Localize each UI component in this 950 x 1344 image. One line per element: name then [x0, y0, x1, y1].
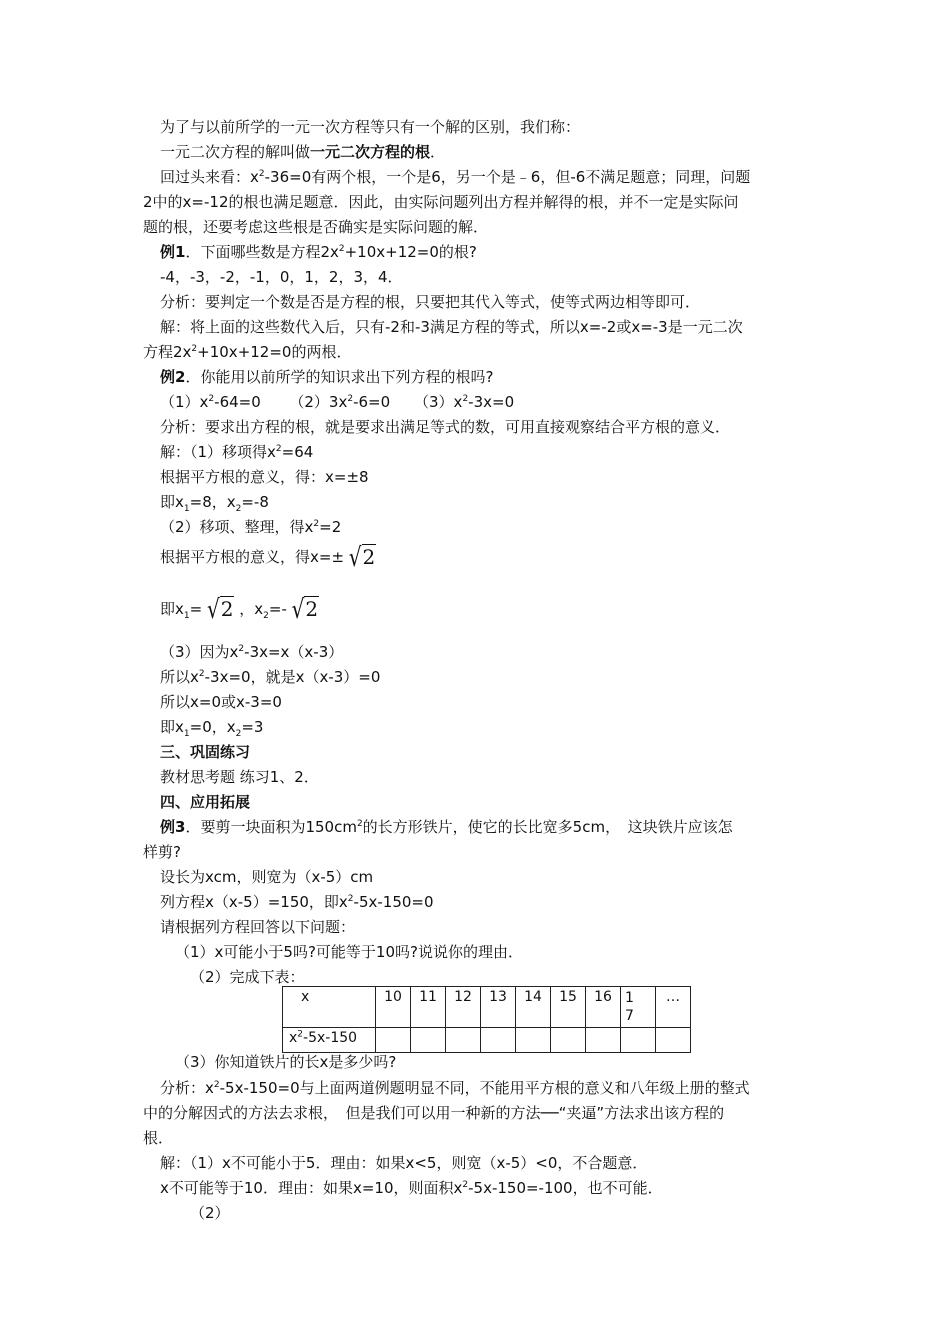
example-3-question-cont: 样剪? [143, 843, 181, 861]
root-definition-term: 一元二次方程的根 [310, 143, 431, 161]
table-cell [621, 1028, 656, 1053]
example-3-prompt: 请根据列方程回答以下问题： [160, 918, 356, 936]
table-col-header: 11 [411, 987, 446, 1028]
example-2-analysis: 分析：要求出方程的根，就是要求出满足等式的数，可用直接观察结合平方根的意义． [160, 418, 731, 436]
values-table [282, 986, 691, 1053]
table-cell [411, 1028, 446, 1053]
example-3-solution-2: x不可能等于10．理由：如果x=10，则面积$x^2-5x-150=-100$，也不可能． [160, 1179, 663, 1197]
example-1-solution-2: 方程$2x^2+10x+12=0$的两根． [143, 343, 352, 361]
table-col-header: 14 [516, 987, 551, 1028]
table-cell [516, 1028, 551, 1053]
intro-line-4: 2中的x=-12的根也满足题意．因此，由实际问题列出方程并解得的根，并不一定是实际问 [143, 193, 739, 211]
example-3-q1: （1）x可能小于5吗?可能等于10吗?说说你的理由． [175, 943, 523, 961]
example-1-numbers: -4，-3，-2，-1，0，1，2，3，4． [160, 268, 403, 286]
example-3-question: 例3．要剪一块面积为$150cm^2$的长方形铁片，使它的长比宽多5cm， 这块铁片应该怎 [160, 818, 733, 836]
sqrt-two: √2 [291, 593, 319, 625]
table-cell [551, 1028, 586, 1053]
intro-line-5: 题的根，还要考虑这些根是否确实是实际问题的解． [143, 218, 489, 236]
example-2-step-5: 根据平方根的意义，得x=± √2 [160, 541, 376, 573]
example-2-step-7: （3）因为$x^2-3x=x(x-3)$ [160, 643, 344, 661]
example-3-solution-1: 解：（1）x不可能小于5．理由：如果x<5，则宽（x-5）<0，不合题意． [160, 1154, 648, 1172]
table-col-header: 16 [586, 987, 621, 1028]
table-cell [656, 1028, 691, 1053]
intro-line-2: 一元二次方程的解叫做一元二次方程的根． [160, 143, 446, 161]
table-col-header: 12 [446, 987, 481, 1028]
section-3-title: 三、巩固练习 [160, 743, 251, 761]
example-1-analysis: 分析：要判定一个数是否是方程的根，只要把其代入等式，使等式两边相等即可． [160, 293, 701, 311]
intro-line-1: 为了与以前所学的一元一次方程等只有一个解的区别，我们称： [160, 118, 581, 136]
example-3-analysis-3: 根． [143, 1129, 174, 1147]
example-3-analysis-1: 分析：$x^2-5x-150=0$与上面两道例题明显不同，不能用平方根的意义和八年级上册的整式 [160, 1079, 750, 1097]
table-row [283, 1028, 691, 1053]
table-header-x: x [283, 987, 376, 1028]
table-col-header: 1 7 [621, 987, 656, 1028]
example-3-analysis-2: 中的分解因式的方法去求根， 但是我们可以用一种新的方法──“夹逼”方法求出该方程的 [143, 1104, 725, 1122]
table-cell [376, 1028, 411, 1053]
table-cell [446, 1028, 481, 1053]
section-4-title: 四、应用拓展 [160, 793, 251, 811]
example-2-step-10: 即$x_1=0$，$x_2=3$ [160, 718, 264, 739]
example-2-step-6: 即$x_1= √2$ ，$x_2=-$ √2 [160, 593, 319, 625]
example-2-step-2: 根据平方根的意义，得：x=±8 [160, 468, 369, 486]
example-2-problems: $(1)x^2-64=0$ $(2)3x^2-6=0$ $(3)x^2-3x=0$ [160, 393, 515, 411]
table-col-header: … [656, 987, 691, 1028]
section-3-body: 教材思考题 练习1、2． [160, 768, 319, 786]
table-cell [481, 1028, 516, 1053]
example-1-solution-1: 解：将上面的这些数代入后，只有-2和-3满足方程的等式，所以x=-2或x=-3是一元二次 [160, 318, 743, 336]
table-col-header: 15 [551, 987, 586, 1028]
example-2-step-3: 即$x_1=8$，$x_2=-8$ [160, 493, 269, 514]
example-2-step-1: 解：（1）移项得$x^2=64$ [160, 443, 314, 461]
example-3-setup: 设长为xcm，则宽为（x-5）cm [160, 868, 374, 886]
table-col-header: 10 [376, 987, 411, 1028]
example-3-q2: （2）完成下表： [190, 968, 305, 986]
table-cell [586, 1028, 621, 1053]
example-3-q3: （3）你知道铁片的长x是多少吗? [175, 1053, 397, 1071]
table-row [283, 987, 691, 1028]
example-2-question: 例2．你能用以前所学的知识求出下列方程的根吗? [160, 368, 494, 386]
sqrt-two: √2 [348, 541, 376, 573]
table-row-label: $x^2-5x-150$ [283, 1028, 376, 1053]
intro-line-3: 回过头来看：$x^2-36=0$有两个根，一个是6，另一个是﹣6，但-6不满足题意；同理，问题 [160, 168, 751, 186]
example-2-step-9: 所以x=0或x-3=0 [160, 693, 282, 711]
example-2-step-8: 所以$x^2-3x=0$，就是x（x-3）=0 [160, 668, 381, 686]
example-3-solution-3: （2） [190, 1204, 230, 1222]
sqrt-two: √2 [206, 593, 234, 625]
example-1-question: 例1．下面哪些数是方程$2x^2+10x+12=0$的根? [160, 243, 477, 261]
table-col-header: 13 [481, 987, 516, 1028]
example-3-equation: 列方程x（x-5）=150，即$x^2-5x-150=0$ [160, 893, 434, 911]
example-2-step-4: （2）移项、整理，得$x^2=2$ [160, 518, 342, 536]
